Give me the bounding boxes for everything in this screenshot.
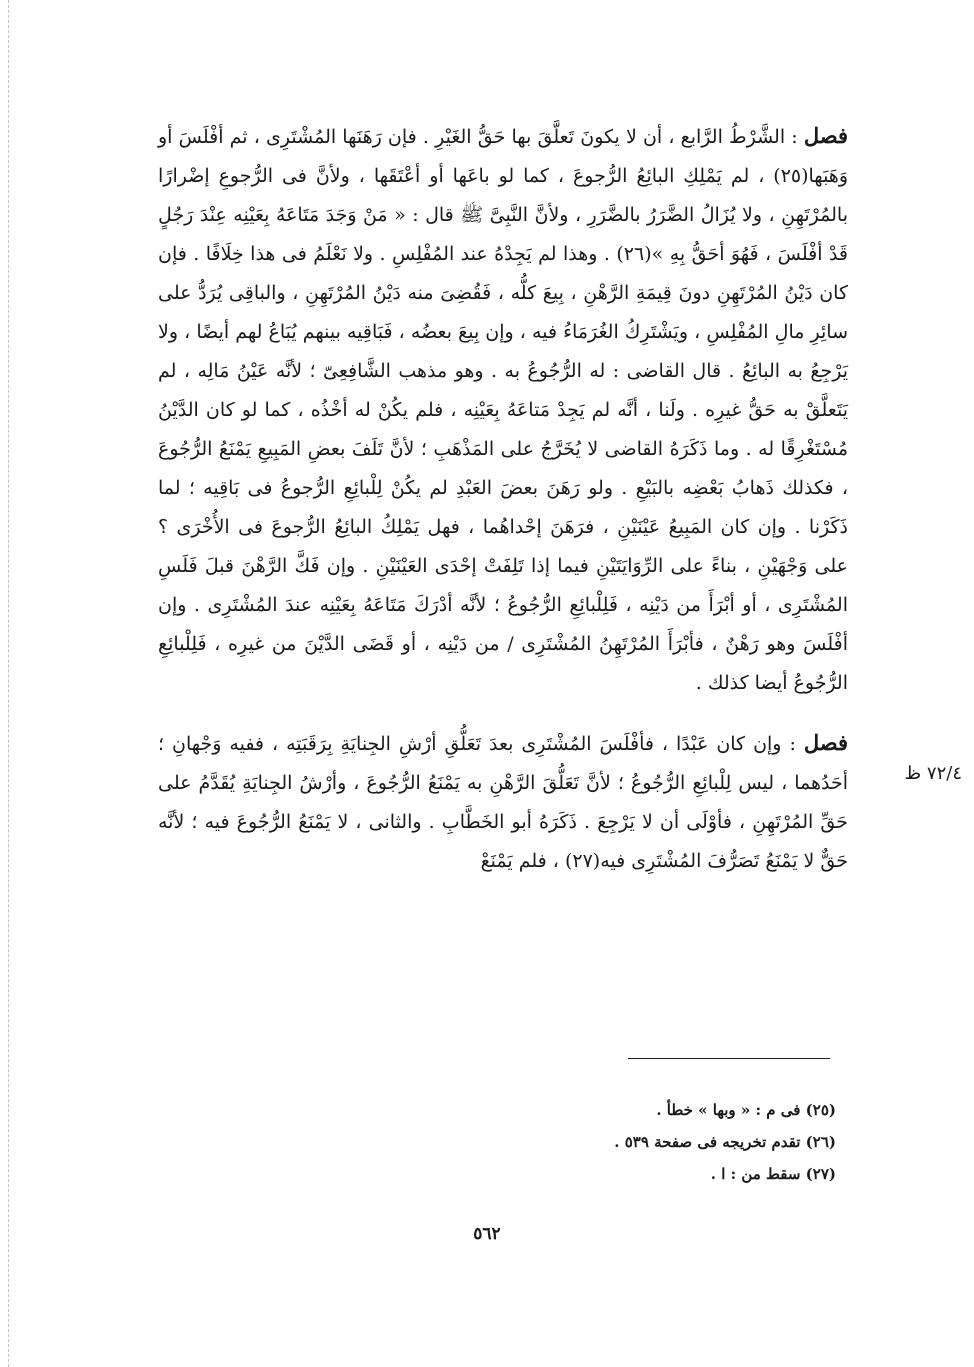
footnote-27: (٢٧) سقط من : ا . [710,1165,836,1183]
footnote-26: (٢٦) تقدم تخريجه فى صفحة ٥٣٩ . [614,1133,836,1151]
footnote-separator [628,1058,830,1059]
footnotes [480,1094,836,1190]
page-number: ٥٦٢ [473,1224,501,1244]
paragraph-1-body: : الشَّرْطُ الرَّابع ، أن لا يكونَ تَعلَّقَ بها حَقُّ الغَيْرِ . فإن رَهَنَها المُشْتَرِى ، ثم أفْلَسَ أو وَهَبَها(٢٥) ، لم يَمْلِكِ البائِعُ الرُّجوعَ ، كما لو باعَها أو أعْتَقَها ، ولأنَّ فى الرُّجوعِ إضْرارًا بالمُرْتَهِنِ ، ولا يُزَالُ الضَّرَرُ بالضَّرَرِ ، ولأنَّ النَّبِىَّ ﷺ قال : « مَنْ وَجَدَ مَتَاعَهُ بِعَيْنِه عِنْدَ رَجُلٍ قَدْ أفْلَسَ ، فَهُوَ أحَقُّ بِهِ »(٢٦) . وهذا لم يَجِدْهُ عند المُفْلِسِ . ولا نَعْلَمُ فى هذا خِلَافًا . فإن كان دَيْنُ المُرْتَهِنِ دونَ قِيمَةِ الرَّهْنِ ، بِيعَ كلُّه ، فَقُضِىَ منه دَيْنُ المُرْتَهِنِ ، والباقِى يُرَدُّ على سائِرِ مالِ المُفْلِسِ ، ويَشْتَرِكُ الغُرَمَاءُ فيه ، وإن بِيعَ بعضُه ، فَبَاقِيه بينهم يُبَاعُ لهم أيضًا ، ولا يَرْجِعُ به البائِعُ . قال القاضى : له الرُّجُوعُ به . وهو مذهب الشَّافِعِىّ ؛ لأنَّه عَيْنُ مَالِه ، لم يَتَعلَّقْ به حَقُّ غيرِه . ولَنا ، أنَّه لم يَجِدْ مَتاعَهُ بِعَيْنِه ، فلم يكُنْ له أخْذُه ، كما لو كان الدَّيْنُ مُسْتَغْرِقًا له . وما ذَكَرَهُ القاضى لا يُخَرَّجُ على المَذْهَبِ ؛ لأنَّ تَلَفَ بعضِ المَبِيعِ يَمْنَعُ الرُّجُوعَ ، فكذلك ذَهابُ بَعْضِه بالبَيْعِ . ولو رَهَنَ بعضَ العَبْدِ لم يكُنْ لِلْبائِعِ الرُّجوعُ فى بَاقِيه ؛ لما ذَكَرْنا . وإن كان المَبِيعُ عَيْنَيْنِ ، فرَهَنَ إحْداهُما ، فهل يَمْلِكُ البائِعُ الرُّجوعَ فى الأُخْرَى ؟ على وَجْهَيْنِ ، بناءً على الرِّوَايَتَيْنِ فيما إذا تَلِفَتْ إحْدَى العَيْنَيْنِ . وإن فَكَّ الرَّهْنَ قبلَ فَلَسِ المُشْتَرِى ، أو أبْرَأَ من دَيْنِه ، فَلِلْبائِعِ الرُّجُوعُ ؛ لأنَّه أدْرَكَ مَتَاعَهُ بِعَيْنِه عندَ المُشْتَرِى . وإن أفْلَسَ وهو رَهْنٌ ، فأبْرَأَ المُرْتَهِنُ المُشْتَرِى / من دَيْنِه ، أو قَضَى الدَّيْنَ من غيرِه ، فَلِلْبائِعِ الرُّجُوعُ أيضا كذلك . [158,126,848,694]
paragraph-1 [158,116,848,703]
margin-folio-note: ٧٢/٤ ظ [904,763,962,784]
paragraph-2 [158,723,848,881]
section-heading-2: فصل [803,730,848,755]
footnote-25: (٢٥) فى م : « وبها » خطأ . [656,1101,836,1119]
paragraph-2-body: : وإن كان عَبْدًا ، فأفْلَسَ المُشْتَرِى بعدَ تَعَلُّقِ أرْشِ الجِنايَةِ بِرَقَبَتِه ، ففيه وَجْهانِ ؛ أحَدُهما ، ليس لِلْبائِعِ الرُّجُوعُ ؛ لأنَّ تَعَلُّقَ الرَّهْنِ به يَمْنَعُ الرُّجُوعَ ، وأرْشُ الجِنايَةِ يُقَدَّمُ على حَقِّ المُرْتَهِنِ ، فأوْلَى أن لا يَرْجِعَ . ذَكَرَهُ أبو الخَطَّابِ . والثانى ، لا يَمْنَعُ الرُّجُوعَ فيه ؛ لأنَّه حَقٌّ لا يَمْنَعُ تَصَرُّفَ المُشْتَرِى فيه(٢٧) ، فلم يَمْنَعْ [158,733,848,872]
page-edge-line [8,0,10,1367]
main-text [158,116,848,881]
section-heading-1: فصل [803,123,848,148]
